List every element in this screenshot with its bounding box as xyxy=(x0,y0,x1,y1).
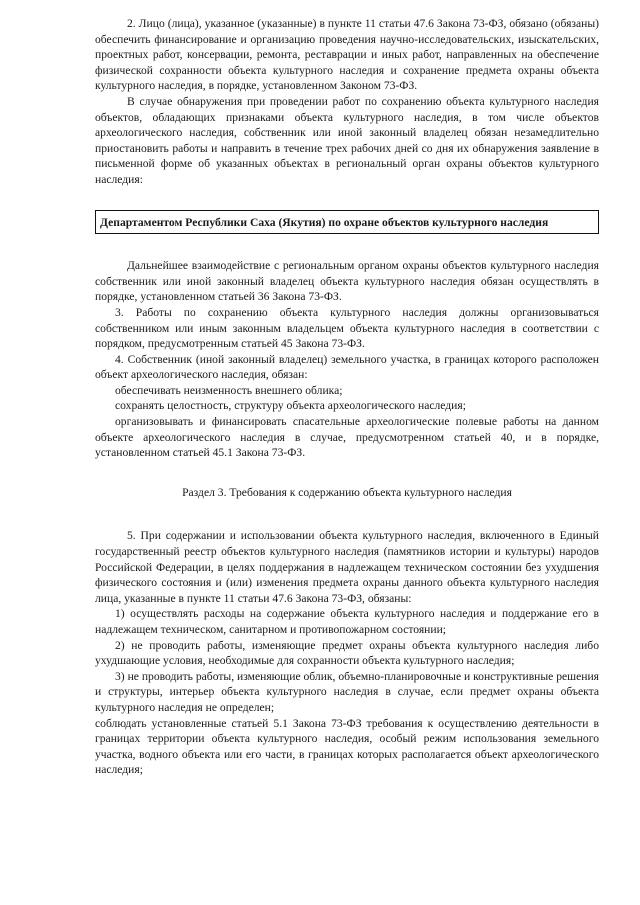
paragraph-3: 3. Работы по сохранению объекта культурного наследия должны организовываться собственником или иным законным владельцем объекта культурного наследия в соответствии с порядком, предусмотренным статьей 45 Закона 73-ФЗ. xyxy=(95,305,599,351)
paragraph-interaction: Дальнейшее взаимодействие с региональным органом охраны объектов культурного наследия собственник или иной законный владелец объекта культурного наследия обязан осуществлять в порядке, установленном статьей 36 Закона 73-ФЗ. xyxy=(95,259,599,304)
document-page xyxy=(95,16,599,778)
paragraph-4-item-a: обеспечивать неизменность внешнего облика; xyxy=(115,383,343,397)
section-3-title: Раздел 3. Требования к содержанию объекта культурного наследия xyxy=(182,485,512,499)
paragraph-5: 5. При содержании и использовании объекта культурного наследия, включенного в Единый государственный реестр объектов культурного наследия (памятников истории и культуры) народов Российской Федерации, в целях поддержания в надлежащем техническом состоянии без ухудшения физического состояния и (или) изменения предмета охраны данного объекта культурного наследия лица, указанные в пункте 11 статьи 47.6 Закона 73-ФЗ, обязаны: xyxy=(95,529,599,605)
paragraph-discovery: В случае обнаружения при проведении работ по сохранению объекта культурного наследия объектов, обладающих признаками объекта культурного наследия, в том числе объектов археологического наследия, собственник или иной законный владелец обязан незамедлительно приостановить работы и направить в течение трех рабочих дней со дня их обнаружения заявление в письменной форме об указанных объектах в региональный орган охраны объектов культурного наследия: xyxy=(95,94,599,186)
authority-box: Департаментом Республики Саха (Якутия) по охране объектов культурного наследия xyxy=(95,210,599,235)
paragraph-4-item-b: сохранять целостность, структуру объекта археологического наследия; xyxy=(115,399,466,413)
paragraph-5-item-3: 3) не проводить работы, изменяющие облик, объемно-планировочные и конструктивные решения и структуры, интерьер объекта культурного наследия в случае, если предмет охраны объекта культурного наследия не определен; xyxy=(95,669,599,714)
paragraph-4: 4. Собственник (иной законный владелец) земельного участка, в границах которого расположен объект археологического наследия, обязан: xyxy=(95,352,599,382)
paragraph-4-item-c: организовывать и финансировать спасательные археологические полевые работы на данном объекте археологического наследия в случае, предусмотренном статьей 40, и в порядке, установленном статьей 45.1 Закона 73-ФЗ. xyxy=(95,415,599,460)
paragraph-5-item-1: 1) осуществлять расходы на содержание объекта культурного наследия и поддержание его в надлежащем техническом, санитарном и противопожарном состоянии; xyxy=(95,607,599,636)
paragraph-2: 2. Лицо (лица), указанное (указанные) в пункте 11 статьи 47.6 Закона 73-ФЗ, обязано (обязаны) обеспечить финансирование и организацию проведения научно-исследовательских, изыскательских, проектных работ, консервации, ремонта, реставрации и иных работ, направленных на обеспечение физической сохранности объекта культурного наследия и сохранение предмета охраны объекта культурного наследия, в порядке, установленном Законом 73-ФЗ. xyxy=(95,17,599,93)
paragraph-5-item-2: 2) не проводить работы, изменяющие предмет охраны объекта культурного наследия либо ухудшающие условия, необходимые для сохранности объекта культурного наследия; xyxy=(95,638,599,668)
paragraph-5-item-4: соблюдать установленные статьей 5.1 Закона 73-ФЗ требования к осуществлению деятельности в границах территории объекта культурного наследия, особый режим использования земельного участка, водного объекта или его части, в границах которых располагается объект археологического наследия; xyxy=(95,716,599,777)
